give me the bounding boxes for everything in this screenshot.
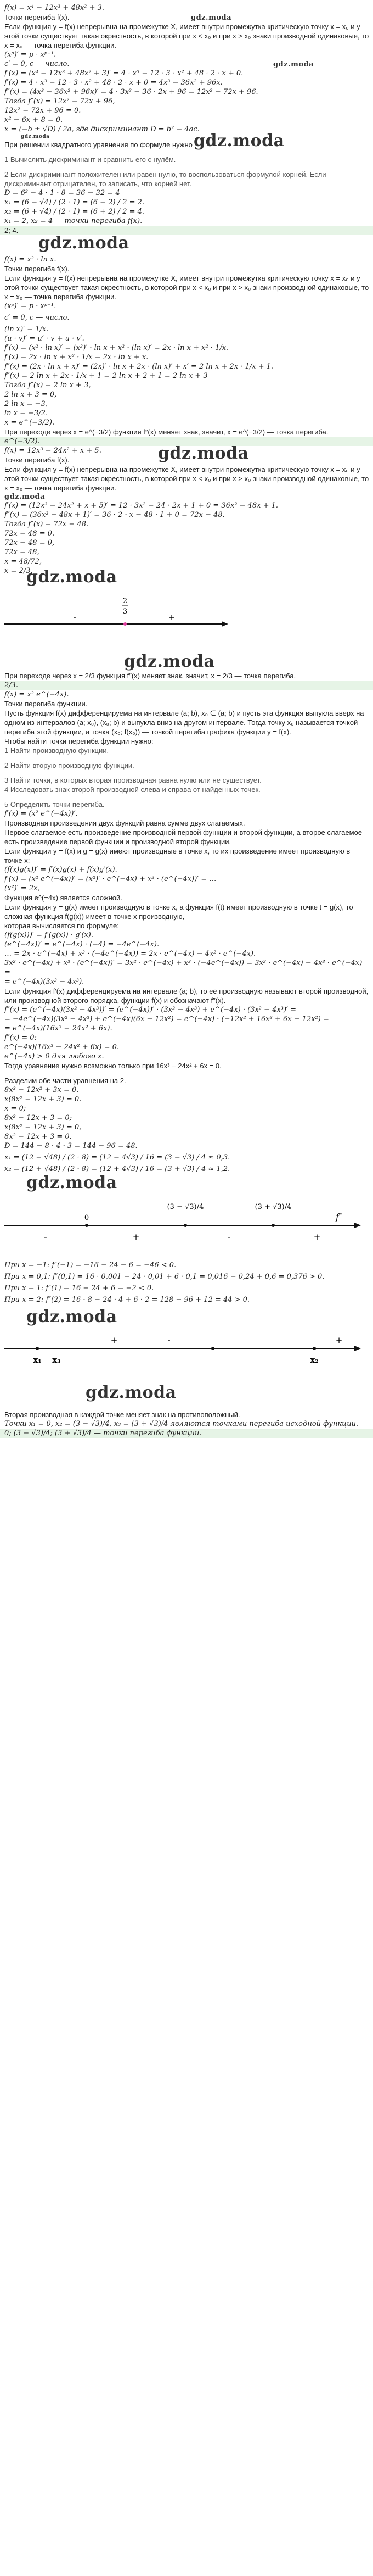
derivation-line: f′(x) = 4 · x³ − 12 · 3 · x² + 48 · 2 · x + 0 = 4x³ − 36x² + 96x. bbox=[4, 79, 223, 87]
derivation-line: x = 0; bbox=[4, 1105, 26, 1113]
check-line: При x = −1: f″(−1) = −16 − 24 − 6 = −46 < 0. bbox=[4, 1261, 177, 1269]
step-item: 1 Найти производную функции. bbox=[4, 746, 109, 755]
step-item: 5 Определить точки перегиба. bbox=[4, 800, 105, 809]
theory-line: Тогда уравнение нужно возможно только при 16x³ − 24x² + 6x = 0. bbox=[4, 1062, 222, 1070]
derivation-line: D = 6² − 4 · 1 · 8 = 36 − 32 = 4 bbox=[4, 189, 120, 197]
tick-label: (3 − √3)/4 bbox=[167, 1203, 204, 1211]
axis-arrow bbox=[354, 1223, 361, 1228]
sign-label: - bbox=[44, 1232, 47, 1242]
axis-point bbox=[184, 1224, 187, 1227]
formula-line: (xᵖ)′ = p · xᵖ⁻¹. bbox=[4, 51, 56, 59]
derivation-line: 2 ln x + 3 = 0, bbox=[4, 391, 57, 399]
derivation-line: x = e^(−3/2). bbox=[4, 419, 55, 427]
derivation-line: 8x² − 12x + 3 = 0. bbox=[4, 1133, 72, 1141]
sign-label: + bbox=[132, 1232, 140, 1242]
derivation-line: 72x = 48, bbox=[4, 548, 39, 556]
task-goal: Точки перегиба f(x). bbox=[4, 456, 70, 464]
theory-paragraph: Если функция y = f(x) непрерывна на промежутке X, имеет внутри промежутка критическую точку x = x₀ и у этой точки существует такая окрестность, в которой при x < x₀ и при x > x₀ знаки производной одинаковые, то x = x₀ — точка перегиба функции. bbox=[4, 274, 369, 301]
axis-point bbox=[123, 622, 127, 626]
point-label: x₁ bbox=[33, 1355, 42, 1365]
derivation-line: e^(−4x)(16x³ − 24x² + 6x) = 0. bbox=[4, 1043, 120, 1051]
watermark: gdz.moda bbox=[191, 14, 232, 22]
point-label: x₂ bbox=[310, 1355, 319, 1365]
function-label: f″ bbox=[336, 1212, 342, 1222]
derivation-line: x = 2/3. bbox=[4, 567, 33, 575]
conclusion: При переходе через x = 2/3 функция f″(x) меняет знак, значит, x = 2/3 — точка перегиба. bbox=[4, 672, 296, 680]
derivation-line: x₁ = 2, x₂ = 4 — точки перегиба f(x). bbox=[4, 217, 143, 225]
derivation-line: f″(x) = (2x · ln x + x)′ = (2x)′ · ln x + 2x · (ln x)′ + x′ = 2 ln x + 2x · 1/x + 1. bbox=[4, 363, 274, 371]
check-line: При x = 1: f″(1) = 16 − 24 + 6 = −2 < 0. bbox=[4, 1284, 154, 1292]
sign-label: + bbox=[335, 1335, 343, 1345]
sign-label: + bbox=[313, 1232, 321, 1242]
watermark: gdz.moda bbox=[194, 131, 285, 150]
theory-line: При решении квадратного уравнения по формуле нужно bbox=[4, 141, 193, 149]
answer: e^(−3/2). bbox=[0, 437, 373, 446]
theory-paragraph: Если функция f′(x) дифференцируема на интервале (a; b), то её производную называют второй производной, или производной второго порядка, функции f(x) и обозначают f″(x). bbox=[4, 987, 369, 1005]
theory-paragraph: Если функция y = f(x) непрерывна на промежутке X, имеет внутри промежутка критическую точку x = x₀ и у этой точки существует такая окрестность, в которой при x < x₀ и при x > x₀ знаки производной одинаковые, то x = x₀ — точка перегиба функции. bbox=[4, 23, 369, 49]
derivation-line: x₁ = (12 − √48) / (2 · 8) = (12 − 4√3) / 16 = (3 − √3) / 4 ≈ 0,3. bbox=[4, 1153, 230, 1162]
derivation-line: e^(−4x) > 0 для любого x. bbox=[4, 1052, 104, 1061]
watermark: gdz.moda bbox=[26, 1307, 117, 1326]
task-function: f(x) = 12x³ − 24x² + x + 5. bbox=[4, 447, 101, 455]
watermark: gdz.moda bbox=[273, 60, 314, 69]
derivation-line: Тогда f″(x) = 2 ln x + 3, bbox=[4, 381, 91, 389]
derivation-line: x = (−b ± √D) / 2a, где дискриминант D = b² − 4ac. bbox=[4, 125, 200, 133]
derivation-line: x(8x² − 12x + 3) = 0. bbox=[4, 1095, 82, 1103]
derivation-line: x(8x² − 12x + 3) = 0, bbox=[4, 1123, 82, 1131]
answer: 2/3. bbox=[0, 681, 373, 690]
sign-label: + bbox=[110, 1335, 118, 1345]
derivation-line: f′(x) = (x² e^(−4x))′ = (x²)′ · e^(−4x) + x² · (e^(−4x))′ = … bbox=[4, 875, 217, 883]
derivation-line: x = 48/72, bbox=[4, 557, 42, 566]
sign-label: + bbox=[168, 612, 176, 622]
derivation-line: f″(x) = (e^(−4x)(3x² − 4x³))′ = (e^(−4x))′ · (3x² − 4x³) + e^(−4x) · (3x² − 4x³)′ = bbox=[4, 1006, 297, 1014]
derivation-line: 8x³ − 12x² + 3x = 0. bbox=[4, 1086, 79, 1094]
sign-label: - bbox=[167, 1335, 171, 1345]
watermark: gdz.moda bbox=[26, 1173, 117, 1192]
theory-line: которая вычисляется по формуле: bbox=[4, 922, 119, 930]
watermark: gdz.moda bbox=[124, 652, 215, 671]
derivation-line: f′(x) = (12x³ − 24x² + x + 5)′ = 12 · 3x² − 24 · 2x + 1 + 0 = 36x² − 48x + 1. bbox=[4, 501, 279, 510]
derivation-line: … = 2x · e^(−4x) + x² · (−4e^(−4x)) = 2x · e^(−4x) − 4x² · e^(−4x). bbox=[4, 950, 256, 958]
axis-arrow bbox=[354, 1346, 361, 1351]
check-line: При x = 2: f″(2) = 16 · 8 − 24 · 4 + 6 · 2 = 128 − 96 + 12 = 44 > 0. bbox=[4, 1296, 250, 1304]
derivation-line: 12x² − 72x + 96 = 0. bbox=[4, 107, 81, 115]
derivation-line: x² − 6x + 8 = 0. bbox=[4, 116, 63, 124]
derivation-line: f′(x) = 2x · ln x + x² · 1/x = 2x · ln x + x. bbox=[4, 353, 149, 361]
derivation-line: f″(x) = (36x² − 48x + 1)′ = 36 · 2 · x − 48 · 1 + 0 = 72x − 48. bbox=[4, 511, 225, 519]
derivation-line: 3x² · e^(−4x) + x³ · (e^(−4x))′ = 3x² · e^(−4x) + x³ · (−4e^(−4x)) = 3x² · e^(−4x) − 4x³ · e^(−4x) = bbox=[4, 959, 363, 977]
formula-line: c′ = 0, c — число. bbox=[4, 314, 70, 322]
conclusion: При переходе через x = e^(−3/2) функция f″(x) меняет знак, значит, x = e^(−3/2) — точка перегиба. bbox=[4, 428, 329, 436]
task-goal: Точки перегиба функции. bbox=[4, 700, 88, 708]
sign-label: - bbox=[73, 612, 76, 622]
derivation-line: f″(x) = 0: bbox=[4, 1034, 37, 1042]
task-function: f(x) = x² · ln x. bbox=[4, 255, 56, 264]
derivation-line: = −4e^(−4x)(3x² − 4x³) + e^(−4x)(6x − 12x²) = e^(−4x) · (−12x² + 16x³ + 6x − 12x²) = bbox=[4, 1015, 329, 1023]
derivation-line: 8x² − 12x + 3 = 0; bbox=[4, 1114, 72, 1122]
watermark: gdz.moda bbox=[86, 1383, 177, 1402]
axis-point bbox=[85, 1224, 88, 1227]
watermark: gdz.moda bbox=[158, 444, 249, 463]
tick-label-denominator: 3 bbox=[122, 607, 128, 616]
theory-line: Разделим обе части уравнения на 2. bbox=[4, 1077, 126, 1085]
theory-paragraph: Первое слагаемое есть произведение производной первой функции и второй функции, а второе слагаемое есть произведение первой функции и производной второй функции. bbox=[4, 828, 363, 846]
derivation-line: f′(x) = (x⁴ − 12x³ + 48x² + 3)′ = 4 · x³ − 12 · 3 · x² + 48 · 2 · x + 0. bbox=[4, 69, 244, 77]
derivation-line: 72x − 48 = 0. bbox=[4, 529, 55, 538]
answer: 0; (3 − √3)/4; (3 + √3)/4 — точки перегиба функции. bbox=[0, 1429, 373, 1438]
derivation-line: 72x − 48 = 0, bbox=[4, 539, 55, 547]
theory-paragraph: Если функции y = f(x) и g = g(x) имеют производные в точке x, то их произведение имеет производную в точке x: bbox=[4, 847, 351, 865]
derivation-line: = e^(−4x)(16x³ − 24x² + 6x). bbox=[4, 1024, 112, 1033]
step-item: 2 Если дискриминант положителен или равен нулю, то воспользоваться формулой корней. Если дискриминант отрицателен, то записать, что корней нет. bbox=[4, 170, 326, 188]
task-goal: Точки перегиба f(x). bbox=[4, 13, 70, 21]
step-item: 3 Найти точки, в которых вторая производная равна нулю или не существует. bbox=[4, 776, 262, 784]
derivation-line: (x²)′ = 2x, bbox=[4, 884, 40, 893]
formula-line: (ln x)′ = 1/x. bbox=[4, 325, 49, 333]
derivation-line: Тогда f″(x) = 12x² − 72x + 96, bbox=[4, 97, 115, 105]
derivation-line: ln x = −3/2. bbox=[4, 409, 48, 417]
tick-label: (3 + √3)/4 bbox=[255, 1203, 292, 1211]
watermark: gdz.moda bbox=[26, 567, 117, 587]
derivation-line: = e^(−4x)(3x² − 4x³). bbox=[4, 978, 84, 986]
derivation-line: D = 144 − 8 · 4 · 3 = 144 − 96 = 48. bbox=[4, 1142, 138, 1150]
sign-label: - bbox=[228, 1232, 231, 1242]
tick-label: 0 bbox=[84, 1214, 89, 1222]
axis-point bbox=[211, 1347, 214, 1350]
point-label: x₃ bbox=[52, 1355, 61, 1365]
step-item: 2 Найти вторую производную функции. bbox=[4, 761, 134, 770]
derivation-line: f′(x) = (x² e^(−4x))′. bbox=[4, 810, 78, 818]
theory-paragraph: Если функция y = f(x) непрерывна на промежутке X, имеет внутри промежутка критическую точку x = x₀ и у этой точки существует такая окрестность, в которой при x < x₀ и при x > x₀ знаки производной одинаковые, то x = x₀ — точка перегиба функции. bbox=[4, 465, 369, 492]
check-line: При x = 0,1: f″(0,1) = 16 · 0,001 − 24 · 0,01 + 6 · 0,1 = 0,016 − 0,24 + 0,6 = 0,376 > 0. bbox=[4, 1273, 325, 1281]
task-function: f(x) = x² e^(−4x). bbox=[4, 690, 69, 699]
formula-line: (f(g(x)))′ = f′(g(x)) · g′(x). bbox=[4, 931, 93, 939]
watermark: gdz.moda bbox=[4, 493, 46, 501]
theory-paragraph: Пусть функция f(x) дифференцируема на интервале (a; b), x₀ ∈ (a; b) и пусть эта функция выпукла вверх на одном из интервалов (a; x₀), (x₀; b) и выпукла вниз на другом интервале. Тогда точку x₀ называется точкой перегиба этой функции, а точка (x₀; f(x₀)) — точкой перегиба графика функции y = f(x). bbox=[4, 709, 364, 736]
derivation-line: f″(x) = 2 ln x + 2x · 1/x + 1 = 2 ln x + 2 + 1 = 2 ln x + 3 bbox=[4, 372, 208, 380]
task-function: f(x) = x⁴ − 12x³ + 48x² + 3. bbox=[4, 4, 105, 12]
derivation-line: x₂ = (12 + √48) / (2 · 8) = (12 + 4√3) / 16 = (3 + √3) / 4 ≈ 1,2. bbox=[4, 1165, 230, 1173]
axis-point bbox=[313, 1347, 316, 1350]
formula-line: (f(x)g(x))′ = f′(x)g(x) + f(x)g′(x). bbox=[4, 866, 117, 874]
derivation-line: x₁ = (6 − √4) / (2 · 1) = (6 − 2) / 2 = 2. bbox=[4, 198, 145, 207]
axis-arrow bbox=[222, 621, 228, 627]
derivation-line: Тогда f″(x) = 72x − 48. bbox=[4, 520, 89, 528]
axis-point bbox=[36, 1347, 39, 1350]
formula-line: c′ = 0, c — число. bbox=[4, 60, 70, 68]
conclusion: Точки x₁ = 0, x₂ = (3 − √3)/4, x₃ = (3 + √3)/4 являются точками перегиба исходной функции. bbox=[4, 1420, 359, 1428]
theory-line: Функция e^(−4x) является сложной. bbox=[4, 894, 122, 902]
conclusion: Вторая производная в каждой точке меняет знак на противоположный. bbox=[4, 1410, 240, 1419]
theory-line: Производная произведения двух функций равна сумме двух слагаемых. bbox=[4, 819, 245, 827]
theory-line: Чтобы найти точки перегиба функции нужно: bbox=[4, 737, 154, 745]
sign-axis-1 bbox=[4, 595, 370, 646]
derivation-line: 2 ln x = −3, bbox=[4, 400, 48, 408]
task-goal: Точки перегиба f(x). bbox=[4, 265, 70, 273]
step-item: 1 Вычислить дискриминант и сравнить его с нулём. bbox=[4, 155, 176, 164]
derivation-line: x₂ = (6 + √4) / (2 · 1) = (6 + 2) / 2 = 4. bbox=[4, 208, 145, 216]
answer: 2; 4. bbox=[0, 226, 373, 235]
sign-axis-3 bbox=[4, 1330, 370, 1376]
axis-point bbox=[272, 1224, 275, 1227]
watermark: gdz.moda bbox=[38, 233, 129, 253]
sign-axis-2 bbox=[4, 1197, 370, 1257]
formula-line: (xᵖ)′ = p · xᵖ⁻¹. bbox=[4, 302, 56, 310]
derivation-line: (e^(−4x))′ = e^(−4x) · (−4) = −4e^(−4x). bbox=[4, 940, 160, 949]
formula-line: (u · v)′ = u′ · v + u · v′. bbox=[4, 334, 84, 343]
watermark: gdz.moda bbox=[21, 134, 50, 140]
step-item: 4 Исследовать знак второй производной слева и справа от найденных точек. bbox=[4, 785, 261, 794]
theory-paragraph: Если функция y = g(x) имеет производную в точке x, а функция f(t) имеет производную в точке t = g(x), то сложная функция f(g(x)) имеет в точке x производную, bbox=[4, 903, 353, 921]
tick-label-numerator: 2 bbox=[122, 597, 128, 605]
derivation-line: f″(x) = (4x³ − 36x² + 96x)′ = 4 · 3x² − 36 · 2x + 96 = 12x² − 72x + 96. bbox=[4, 88, 258, 96]
derivation-line: f′(x) = (x² · ln x)′ = (x²)′ · ln x + x² · (ln x)′ = 2x · ln x + x² · 1/x. bbox=[4, 344, 229, 352]
